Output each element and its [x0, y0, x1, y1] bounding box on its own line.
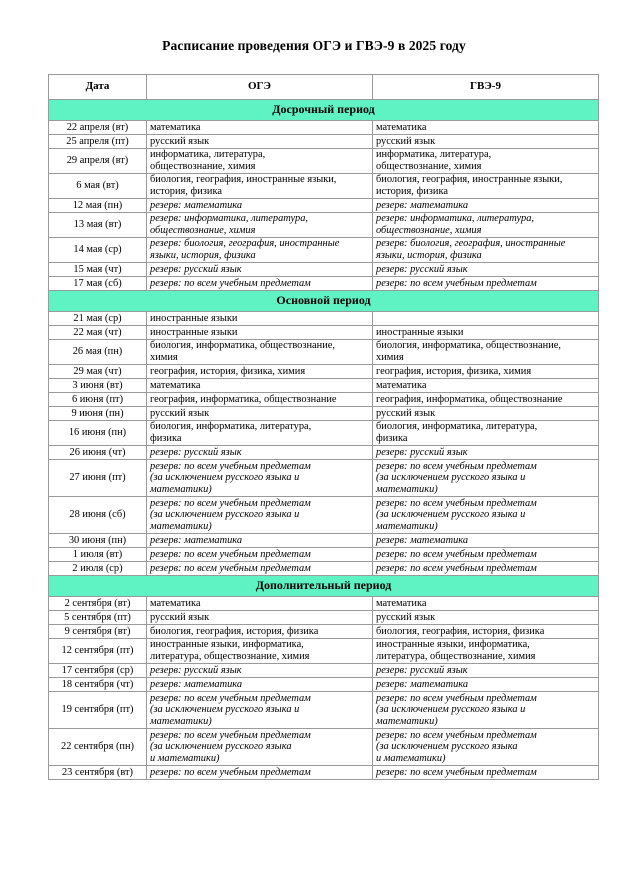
oge-subjects-cell: география, информатика, обществознание — [147, 393, 373, 407]
gve-subjects-cell: резерв: по всем учебным предметам (за исключением русского языка и математики) — [373, 497, 599, 534]
oge-subjects-cell: резерв: русский язык — [147, 263, 373, 277]
table-row — [49, 121, 599, 135]
exam-date-cell: 22 мая (чт) — [49, 326, 147, 340]
oge-subjects-cell: математика — [147, 121, 373, 135]
oge-subjects-cell: резерв: биология, география, иностранные языки, история, физика — [147, 238, 373, 263]
exam-date-cell: 19 сентября (пт) — [49, 692, 147, 729]
table-row — [49, 340, 599, 365]
gve-subjects-cell: резерв: информатика, литература, обществознание, химия — [373, 213, 599, 238]
table-row — [49, 213, 599, 238]
gve-subjects-cell: резерв: по всем учебным предметам (за исключением русского языка и математики) — [373, 460, 599, 497]
exam-date-cell: 9 сентября (вт) — [49, 625, 147, 639]
exam-date-cell: 12 мая (пн) — [49, 199, 147, 213]
oge-subjects-cell: резерв: по всем учебным предметам (за исключением русского языка и математики) — [147, 692, 373, 729]
oge-subjects-cell: резерв: по всем учебным предметам (за исключением русского языка и математики) — [147, 460, 373, 497]
gve-subjects-cell: математика — [373, 597, 599, 611]
table-row — [49, 199, 599, 213]
table-row — [49, 135, 599, 149]
exam-date-cell: 21 мая (ср) — [49, 312, 147, 326]
gve-subjects-cell: резерв: по всем учебным предметам (за исключением русского языка и математики) — [373, 692, 599, 729]
oge-subjects-cell: математика — [147, 597, 373, 611]
oge-subjects-cell: резерв: по всем учебным предметам (за исключением русского языка и математики) — [147, 497, 373, 534]
oge-subjects-cell: информатика, литература, обществознание, химия — [147, 149, 373, 174]
oge-subjects-cell: иностранные языки — [147, 326, 373, 340]
gve-subjects-cell: русский язык — [373, 135, 599, 149]
oge-subjects-cell: резерв: по всем учебным предметам — [147, 562, 373, 576]
oge-subjects-cell: резерв: по всем учебным предметам (за исключением русского языка и математики) — [147, 729, 373, 766]
oge-subjects-cell: резерв: информатика, литература, обществознание, химия — [147, 213, 373, 238]
exam-date-cell: 14 мая (ср) — [49, 238, 147, 263]
table-row — [49, 729, 599, 766]
gve-subjects-cell: резерв: математика — [373, 199, 599, 213]
gve-subjects-cell: информатика, литература, обществознание, химия — [373, 149, 599, 174]
exam-date-cell: 1 июля (вт) — [49, 548, 147, 562]
header-date: Дата — [49, 75, 147, 100]
gve-subjects-cell: география, история, физика, химия — [373, 365, 599, 379]
oge-subjects-cell: резерв: по всем учебным предметам — [147, 548, 373, 562]
table-row — [49, 326, 599, 340]
table-row — [49, 678, 599, 692]
gve-subjects-cell: резерв: по всем учебным предметам (за исключением русского языка и математики) — [373, 729, 599, 766]
exam-date-cell: 6 мая (вт) — [49, 174, 147, 199]
gve-subjects-cell: биология, информатика, литература, физика — [373, 421, 599, 446]
table-row — [49, 263, 599, 277]
gve-subjects-cell: биология, информатика, обществознание, химия — [373, 340, 599, 365]
oge-subjects-cell: иностранные языки — [147, 312, 373, 326]
oge-subjects-cell: биология, география, иностранные языки, история, физика — [147, 174, 373, 199]
exam-date-cell: 17 сентября (ср) — [49, 664, 147, 678]
oge-subjects-cell: математика — [147, 379, 373, 393]
exam-date-cell: 26 июня (чт) — [49, 446, 147, 460]
oge-subjects-cell: резерв: математика — [147, 534, 373, 548]
table-row — [49, 597, 599, 611]
table-row — [49, 393, 599, 407]
exam-date-cell: 16 июня (пн) — [49, 421, 147, 446]
exam-date-cell: 26 мая (пн) — [49, 340, 147, 365]
page-title: Расписание проведения ОГЭ и ГВЭ-9 в 2025 году — [162, 38, 466, 53]
exam-date-cell: 3 июня (вт) — [49, 379, 147, 393]
table-row — [49, 611, 599, 625]
gve-subjects-cell: математика — [373, 379, 599, 393]
table-row — [49, 421, 599, 446]
oge-subjects-cell: география, история, физика, химия — [147, 365, 373, 379]
oge-subjects-cell: резерв: по всем учебным предметам — [147, 277, 373, 291]
exam-date-cell: 12 сентября (пт) — [49, 639, 147, 664]
exam-date-cell: 6 июня (пт) — [49, 393, 147, 407]
oge-subjects-cell: биология, география, история, физика — [147, 625, 373, 639]
oge-subjects-cell: резерв: математика — [147, 678, 373, 692]
table-row — [49, 639, 599, 664]
period-header-row — [49, 291, 599, 312]
exam-date-cell: 15 мая (чт) — [49, 263, 147, 277]
oge-subjects-cell: резерв: русский язык — [147, 664, 373, 678]
gve-subjects-cell: резерв: по всем учебным предметам — [373, 562, 599, 576]
gve-subjects-cell: иностранные языки, информатика, литература, обществознание, химия — [373, 639, 599, 664]
oge-subjects-cell: иностранные языки, информатика, литература, обществознание, химия — [147, 639, 373, 664]
exam-date-cell: 30 июня (пн) — [49, 534, 147, 548]
table-row — [49, 534, 599, 548]
gve-subjects-cell: резерв: по всем учебным предметам — [373, 277, 599, 291]
exam-date-cell: 29 мая (чт) — [49, 365, 147, 379]
oge-subjects-cell: резерв: русский язык — [147, 446, 373, 460]
period-title: Основной период — [49, 291, 599, 312]
gve-subjects-cell: резерв: биология, география, иностранные языки, история, физика — [373, 238, 599, 263]
table-row — [49, 497, 599, 534]
table-row — [49, 407, 599, 421]
gve-subjects-cell: резерв: русский язык — [373, 664, 599, 678]
gve-subjects-cell: русский язык — [373, 407, 599, 421]
gve-subjects-cell: биология, география, иностранные языки, история, физика — [373, 174, 599, 199]
exam-date-cell: 2 сентября (вт) — [49, 597, 147, 611]
oge-subjects-cell: биология, информатика, литература, физика — [147, 421, 373, 446]
period-title: Дополнительный период — [49, 576, 599, 597]
exam-date-cell: 23 сентября (вт) — [49, 766, 147, 780]
exam-date-cell: 5 сентября (пт) — [49, 611, 147, 625]
gve-subjects-cell — [373, 312, 599, 326]
table-row — [49, 460, 599, 497]
exam-date-cell: 22 апреля (вт) — [49, 121, 147, 135]
table-row — [49, 379, 599, 393]
table-row — [49, 277, 599, 291]
gve-subjects-cell: русский язык — [373, 611, 599, 625]
gve-subjects-cell: резерв: математика — [373, 534, 599, 548]
gve-subjects-cell: биология, география, история, физика — [373, 625, 599, 639]
gve-subjects-cell: резерв: русский язык — [373, 263, 599, 277]
exam-date-cell: 25 апреля (пт) — [49, 135, 147, 149]
table-row — [49, 446, 599, 460]
oge-subjects-cell: резерв: по всем учебным предметам — [147, 766, 373, 780]
table-row — [49, 664, 599, 678]
exam-date-cell: 2 июля (ср) — [49, 562, 147, 576]
period-header-row — [49, 576, 599, 597]
exam-date-cell: 17 мая (сб) — [49, 277, 147, 291]
table-row — [49, 692, 599, 729]
table-row — [49, 766, 599, 780]
gve-subjects-cell: резерв: по всем учебным предметам — [373, 548, 599, 562]
gve-subjects-cell: иностранные языки — [373, 326, 599, 340]
header-gve: ГВЭ-9 — [373, 75, 599, 100]
exam-date-cell: 13 мая (вт) — [49, 213, 147, 238]
schedule-table — [48, 74, 599, 780]
oge-subjects-cell: русский язык — [147, 135, 373, 149]
table-row — [49, 365, 599, 379]
table-row — [49, 238, 599, 263]
table-row — [49, 149, 599, 174]
exam-date-cell: 27 июня (пт) — [49, 460, 147, 497]
oge-subjects-cell: биология, информатика, обществознание, химия — [147, 340, 373, 365]
table-header — [49, 75, 599, 100]
table-row — [49, 548, 599, 562]
exam-date-cell: 22 сентября (пн) — [49, 729, 147, 766]
table-row — [49, 562, 599, 576]
exam-date-cell: 28 июня (сб) — [49, 497, 147, 534]
exam-date-cell: 29 апреля (вт) — [49, 149, 147, 174]
table-row — [49, 625, 599, 639]
gve-subjects-cell: резерв: математика — [373, 678, 599, 692]
table-row — [49, 174, 599, 199]
oge-subjects-cell: резерв: математика — [147, 199, 373, 213]
gve-subjects-cell: география, информатика, обществознание — [373, 393, 599, 407]
oge-subjects-cell: русский язык — [147, 611, 373, 625]
exam-date-cell: 18 сентября (чт) — [49, 678, 147, 692]
gve-subjects-cell: резерв: по всем учебным предметам — [373, 766, 599, 780]
exam-date-cell: 9 июня (пн) — [49, 407, 147, 421]
gve-subjects-cell: резерв: русский язык — [373, 446, 599, 460]
header-oge: ОГЭ — [147, 75, 373, 100]
period-header-row — [49, 100, 599, 121]
table-body — [49, 100, 599, 780]
gve-subjects-cell: математика — [373, 121, 599, 135]
oge-subjects-cell: русский язык — [147, 407, 373, 421]
table-row — [49, 312, 599, 326]
period-title: Досрочный период — [49, 100, 599, 121]
